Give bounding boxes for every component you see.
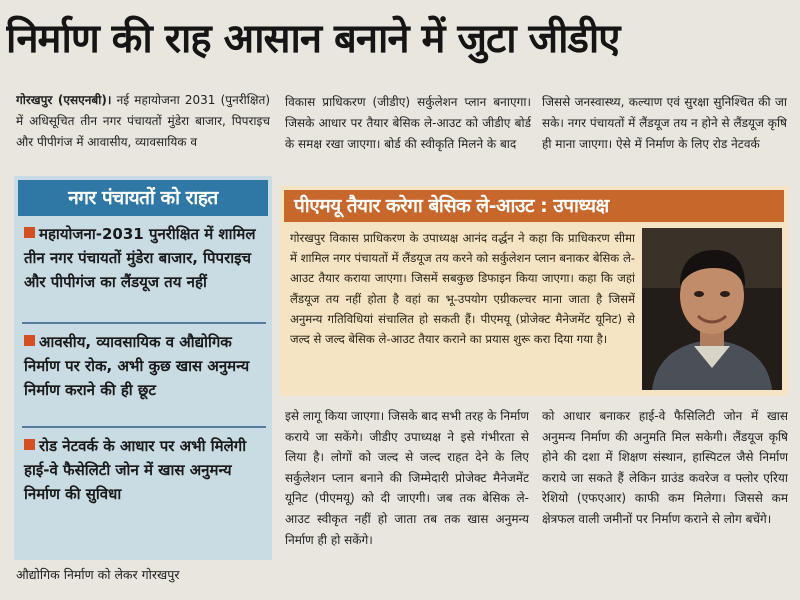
- portrait-illustration: [642, 228, 782, 390]
- column-4-text: इसे लागू किया जाएगा। जिसके बाद सभी तरह के निर्माण कराये जा सकेंगे। जीडीए उपाध्यक्ष ने इसे गंभीरता से लिया है। लोगों को जल्द से जल्द राहत देने के लिए सर्कुलेशन प्लान बनाने की जिम्मेदारी प्रोजेक्ट मैनेजमेंट यूनिट (पीएमयू) को दी जाएगी। जब तक बेसिक ले-आउट स्वीकृत नहीं हो जाता तब तक खास अनुमन्य निर्माण ही हो सकेंगे।: [285, 409, 529, 547]
- column-5: [542, 406, 788, 580]
- box-heading: पीएमयू तैयार करेगा बेसिक ले-आउट : उपाध्यक्ष: [284, 190, 784, 222]
- square-bullet-icon: [24, 335, 35, 346]
- column-2: [285, 92, 531, 178]
- sidebar-item: [24, 434, 266, 506]
- column-3: [542, 92, 787, 178]
- sidebar-item-text: महायोजना-2031 पुनरीक्षित में शामिल तीन नगर पंचायतों मुंडेरा बाजार, पिपराइच और पीपीगंज का लैंडयूज तय नहीं: [24, 225, 256, 291]
- square-bullet-icon: [24, 439, 35, 450]
- portrait-photo: [642, 228, 782, 390]
- dateline: गोरखपुर (एसएनबी)।: [16, 93, 112, 107]
- box-text: गोरखपुर विकास प्राधिकरण के उपाध्यक्ष आनंद वर्द्धन ने कहा कि प्राधिकरण सीमा में शामिल नगर पंचायतों में लैंडयूज तय करने को सर्कुलेशन प्लान बनाकर बेसिक ले-आउट तैयार कराया जाएगा। जिसमें सबकुछ डिफाइन किया जाएगा। कहा कि जहां लैंडयूज तय नहीं होता है वहां का भू-उपयोग एग्रीकल्चर माना जाता है जिसमें अनुमन्य गतिविधियां संचालित हो सकती हैं। पीएमयू (प्रोजेक्ट मैनेजमेंट यूनिट) से जल्द से जल्द बेसिक ले-आउट तैयार कराने का प्रयास शुरू करा दिया गया है।: [290, 231, 635, 347]
- sidebar-divider: [22, 322, 266, 324]
- sidebar-item: [24, 222, 266, 294]
- column-1-continuation: औद्योगिक निर्माण को लेकर गोरखपुर: [16, 567, 180, 582]
- sidebar-heading: नगर पंचायतों को राहत: [18, 180, 268, 216]
- sidebar-divider: [22, 426, 266, 428]
- sidebar-item-text: आवसीय, व्यावसायिक व औद्योगिक निर्माण पर रोक, अभी कुछ खास अनुमन्य निर्माण कराने की ही छूट: [24, 333, 250, 399]
- sidebar-item: [24, 330, 266, 402]
- column-1-text: नई महायोजना 2031 (पुनरीक्षित) में अधिसूचित तीन नगर पंचायतों मुंडेरा बाजार, पिपराइच और पीपीगंज में आवासीय, व्यावसायिक व: [16, 93, 270, 149]
- column-3-text: जिससे जनस्वास्थ्य, कल्याण एवं सुरक्षा सुनिश्चित की जा सके। नगर पंचायतों में लैंडयूज तय न होने से लैंडयूज कृषि ही माना जाएगा। ऐसे में निर्माण के लिए रोड नेटवर्क: [542, 95, 787, 151]
- headline: निर्माण की राह आसान बनाने में जुटा जीडीए: [6, 16, 620, 62]
- column-4: [285, 406, 529, 588]
- column-1-intro: [16, 90, 270, 176]
- vice-chairman-quote-box: [280, 186, 788, 396]
- column-2-text: विकास प्राधिकरण (जीडीए) सर्कुलेशन प्लान बनाएगा। जिसके आधार पर तैयार बेसिक ले-आउट को जीडीए बोर्ड के समक्ष रखा जाएगा। बोर्ड की स्वीकृति मिलने के बाद: [285, 95, 531, 151]
- sidebar-item-text: रोड नेटवर्क के आधार पर अभी मिलेगी हाई-वे फैसेलिटी जोन में खास अनुमन्य निर्माण की सुविधा: [24, 437, 247, 503]
- highlights-sidebar: [14, 176, 272, 560]
- square-bullet-icon: [24, 227, 35, 238]
- column-5-text: को आधार बनाकर हाई-वे फैसिलिटी जोन में खास अनुमन्य निर्माण की अनुमति मिल सकेगी। लैंडयूज कृषि होने की दशा में शिक्षण संस्थान, हास्पिटल जैसे निर्माण कराये जा सकते हैं लेकिन ग्राउंड कवरेज व फ्लोर एरिया रेशियो (एफएआर) काफी कम मिलेगा। जिससे कम क्षेत्रफल वाली जमीनों पर निर्माण कराने से लोग बचेंगे।: [542, 409, 788, 526]
